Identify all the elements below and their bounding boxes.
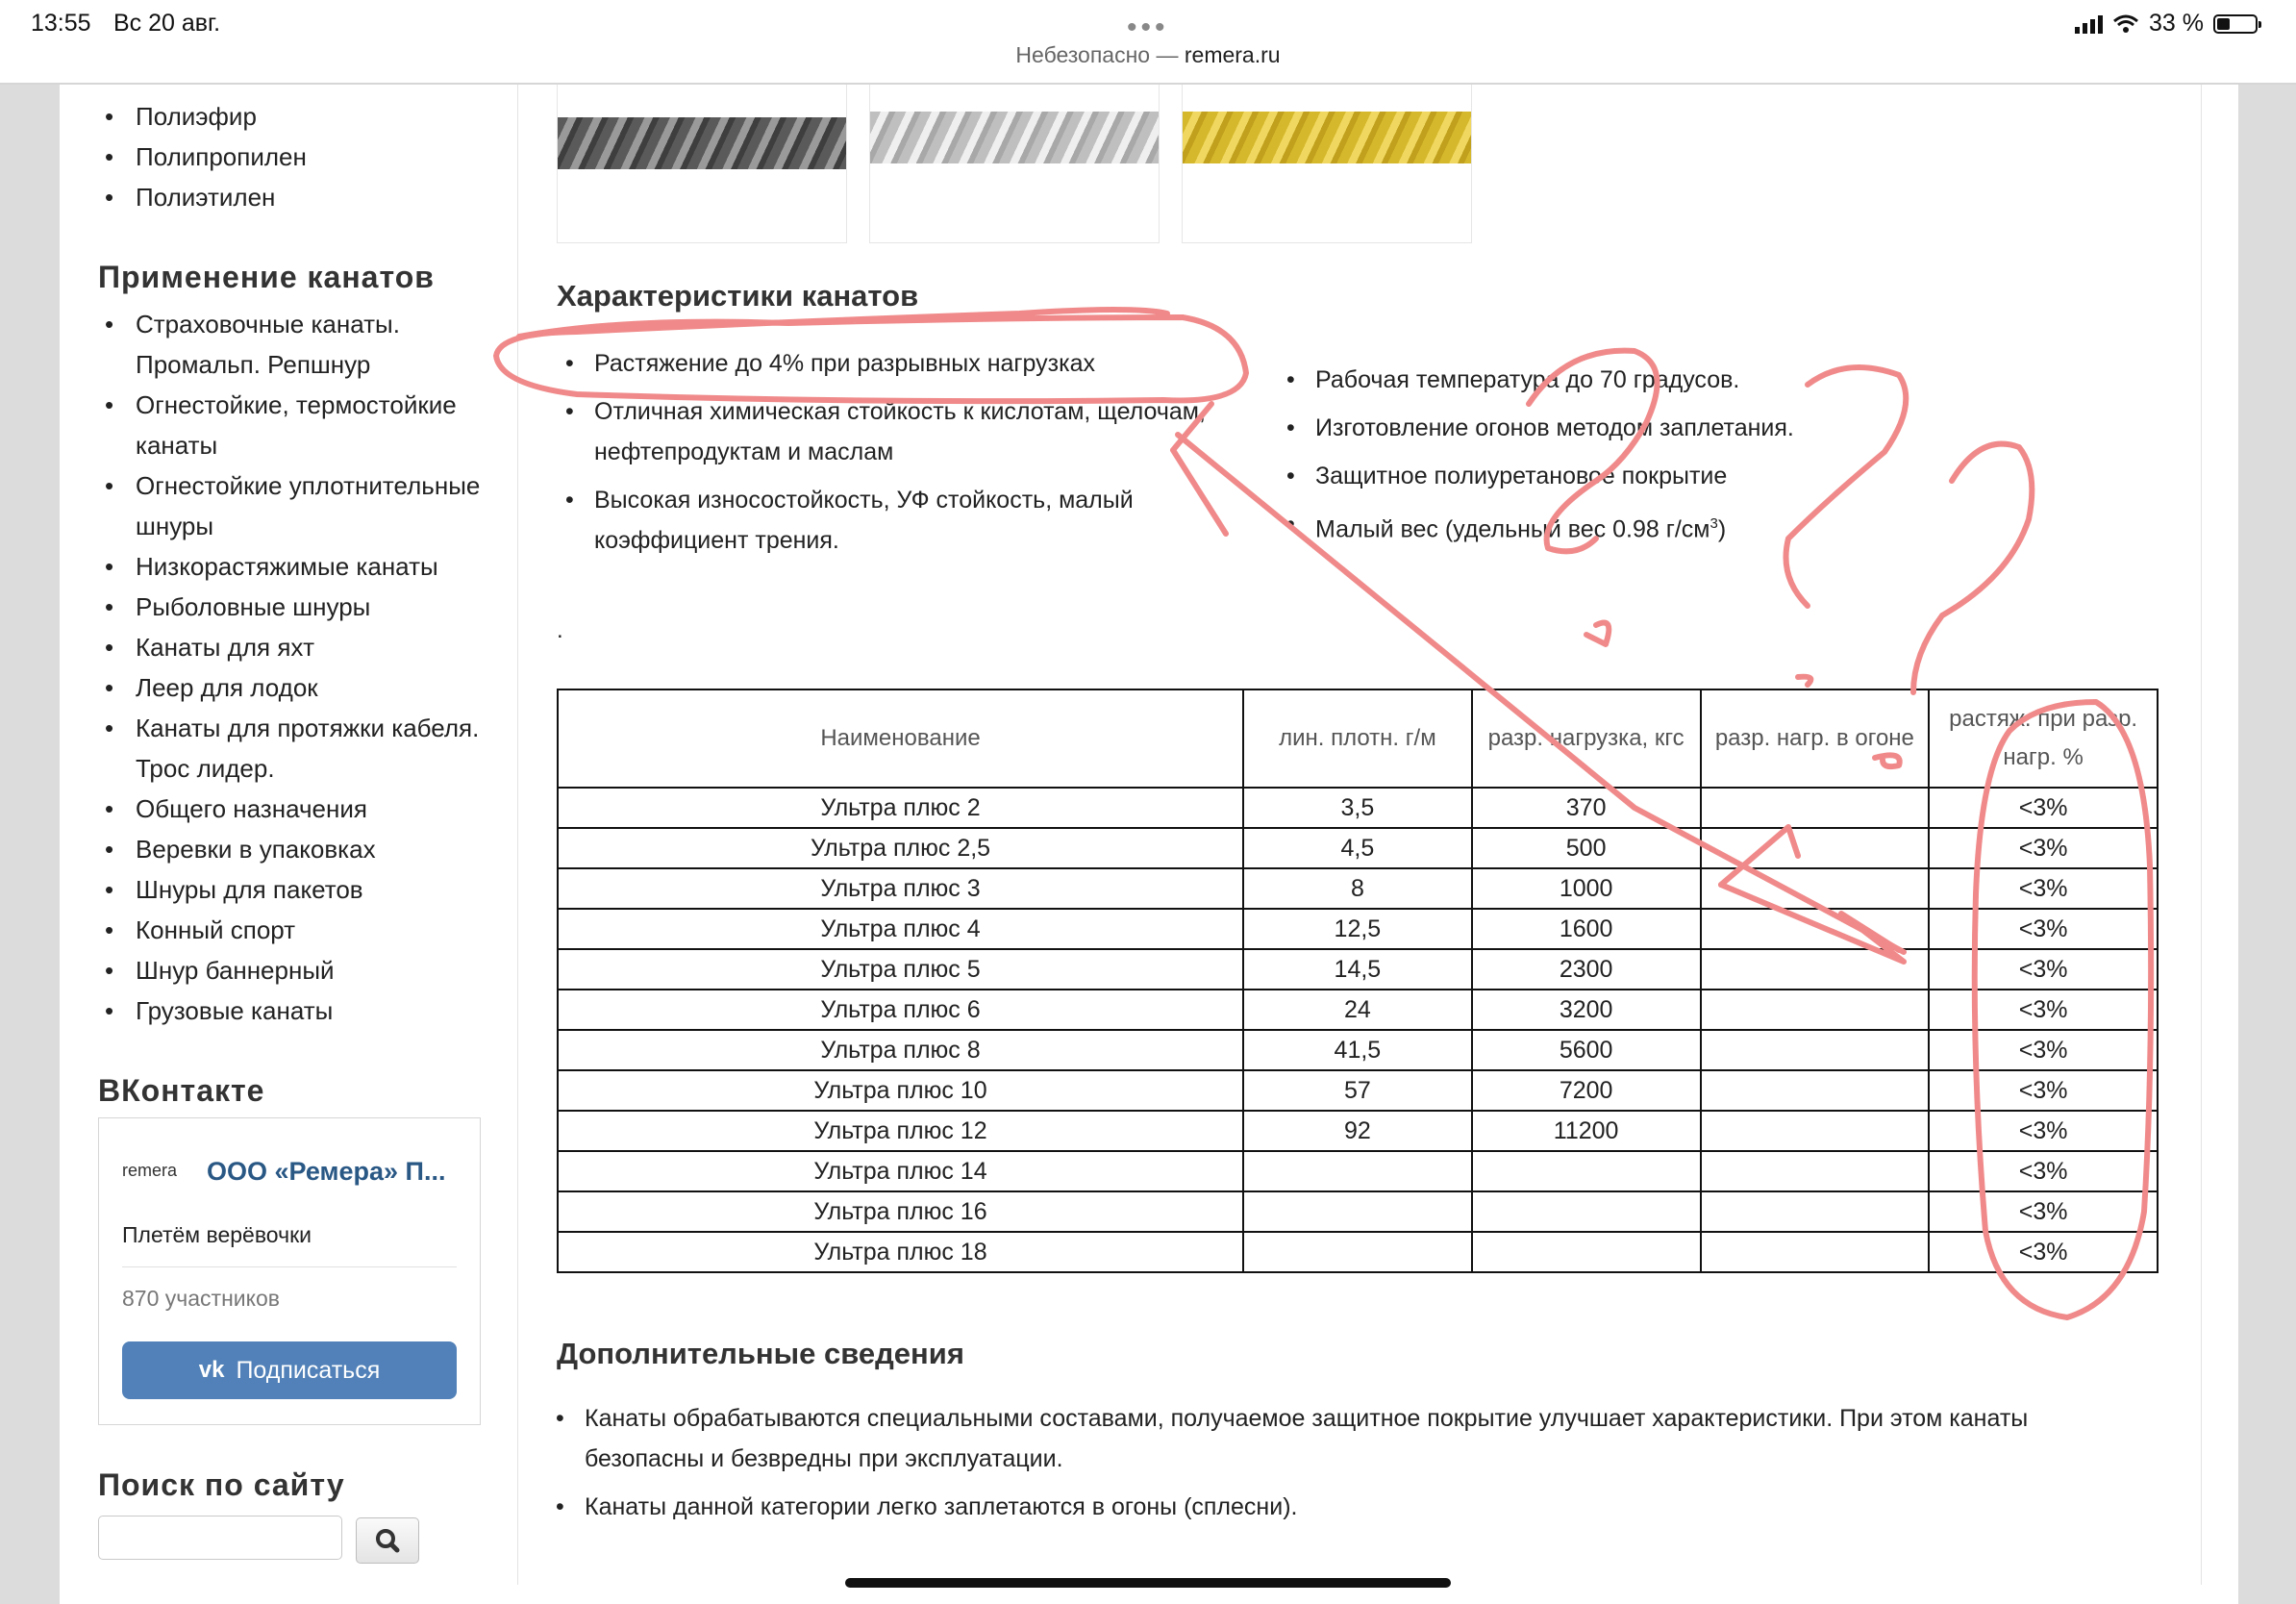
table-cell: <3%: [1929, 1191, 2158, 1232]
sidebar-item[interactable]: • Конный спорт: [136, 910, 480, 950]
feature-wear: • Высокая износостойкость, УФ стойкость, малый: [594, 480, 1206, 520]
sidebar-item[interactable]: • Шнуры для пакетов: [136, 869, 480, 910]
search-button[interactable]: [356, 1517, 419, 1564]
header-break-load: разр. нагрузка, кгс: [1472, 689, 1701, 788]
table-cell: 14,5: [1243, 949, 1472, 990]
table-row: [558, 1151, 2158, 1191]
table-cell: 500: [1472, 828, 1701, 868]
vk-group-description: Плетём верёвочки: [122, 1222, 312, 1247]
table-cell: [1701, 788, 1930, 828]
rope-image-white[interactable]: [869, 83, 1160, 243]
table-cell: 3,5: [1243, 788, 1472, 828]
table-cell: 1000: [1472, 868, 1701, 909]
table-cell: 57: [1243, 1070, 1472, 1111]
sidebar-item[interactable]: • Страховочные канаты.: [136, 304, 480, 344]
vk-icon: vk: [198, 1357, 225, 1383]
table-row: [558, 828, 2158, 868]
table-cell: Ультра плюс 8: [558, 1030, 1243, 1070]
home-indicator[interactable]: [845, 1578, 1451, 1588]
header-break-load-splice: разр. нагр. в огоне: [1701, 689, 1930, 788]
sidebar-item-cont[interactable]: канаты: [136, 431, 218, 460]
sidebar-item[interactable]: • Шнур баннерный: [136, 950, 480, 990]
search-input[interactable]: [98, 1516, 342, 1560]
table-cell: [1701, 1030, 1930, 1070]
feature-temperature: • Рабочая температура до 70 градусов.: [1315, 360, 1794, 408]
table-cell: [1701, 1191, 1930, 1232]
sidebar-item[interactable]: • Огнестойкие уплотнительные: [136, 465, 480, 506]
multitask-dots-icon[interactable]: •••: [1127, 12, 1169, 43]
feature-stretch: • Растяжение до 4% при разрывных нагрузках: [594, 343, 1206, 391]
vk-group-name[interactable]: ООО «Ремера» П...: [207, 1157, 446, 1186]
sidebar-item[interactable]: • Веревки в упаковках: [136, 829, 480, 869]
feature-coating: • Защитное полиуретановое покрытие: [1315, 456, 1794, 504]
additional-item-1-cont: безопасны и безвредны при эксплуатации.: [585, 1445, 1063, 1472]
table-cell: <3%: [1929, 788, 2158, 828]
status-date: Вс 20 авг.: [113, 10, 221, 37]
table-row: [558, 1111, 2158, 1151]
battery-percent: 33 %: [2149, 10, 2204, 37]
table-cell: [1701, 1070, 1930, 1111]
table-cell: Ультра плюс 14: [558, 1151, 1243, 1191]
sidebar-item[interactable]: • Леер для лодок: [136, 667, 480, 708]
table-row: [558, 990, 2158, 1030]
table-cell: 2300: [1472, 949, 1701, 990]
table-body: [558, 788, 2158, 1272]
battery-icon: [2213, 14, 2258, 34]
application-title: Применение канатов: [98, 260, 435, 294]
sidebar-item[interactable]: • Огнестойкие, термостойкие: [136, 385, 480, 425]
additional-item-1: • Канаты обрабатываются специальными составами, получаемое защитное покрытие улучшает характеристики. При этом канаты: [585, 1398, 2161, 1439]
status-bar: [0, 0, 2296, 85]
vk-subscribe-label: Подписаться: [236, 1356, 381, 1384]
additional-list: [585, 1398, 2161, 1527]
feature-wear-cont: коэффициент трения.: [594, 527, 839, 554]
table-row: [558, 788, 2158, 828]
table-row: [558, 1191, 2158, 1232]
table-cell: Ультра плюс 4: [558, 909, 1243, 949]
table-cell: 8: [1243, 868, 1472, 909]
feature-chemical: • Отличная химическая стойкость к кислотам, щелочам,: [594, 391, 1206, 432]
vk-group-logo[interactable]: remera: [122, 1161, 178, 1180]
header-name: Наименование: [558, 689, 1243, 788]
table-row: [558, 909, 2158, 949]
table-cell: Ультра плюс 10: [558, 1070, 1243, 1111]
table-cell: 92: [1243, 1111, 1472, 1151]
table-cell: [1701, 1111, 1930, 1151]
header-elongation: растяж. при разр. нагр. %: [1929, 689, 2158, 788]
table-row: [558, 1070, 2158, 1111]
table-cell: <3%: [1929, 1070, 2158, 1111]
sidebar-item[interactable]: • Общего назначения: [136, 789, 480, 829]
status-time: 13:55: [31, 10, 91, 37]
table-cell: [1701, 1151, 1930, 1191]
table-cell: [1243, 1191, 1472, 1232]
left-features-list: [594, 343, 1206, 561]
table-cell: <3%: [1929, 1030, 2158, 1070]
stray-dot: .: [557, 617, 563, 643]
wifi-icon: [2112, 13, 2139, 35]
header-density: лин. плотн. г/м: [1243, 689, 1472, 788]
sidebar-item[interactable]: • Канаты для яхт: [136, 627, 480, 667]
sidebar-item-polyethylene[interactable]: • Полиэтилен: [136, 177, 307, 217]
right-features-list: [1315, 360, 1794, 549]
table-cell: Ультра плюс 5: [558, 949, 1243, 990]
table-cell: 24: [1243, 990, 1472, 1030]
table-row: [558, 1030, 2158, 1070]
additional-title: Дополнительные сведения: [557, 1337, 964, 1370]
table-cell: [1701, 909, 1930, 949]
sidebar-item[interactable]: • Низкорастяжимые канаты: [136, 546, 480, 587]
table-row: [558, 949, 2158, 990]
table-header-row: [558, 689, 2158, 788]
table-cell: <3%: [1929, 1151, 2158, 1191]
table-cell: [1701, 949, 1930, 990]
table-cell: 11200: [1472, 1111, 1701, 1151]
table-cell: Ультра плюс 12: [558, 1111, 1243, 1151]
table-cell: Ультра плюс 2,5: [558, 828, 1243, 868]
table-cell: [1701, 868, 1930, 909]
sidebar-item-cont[interactable]: шнуры: [136, 512, 214, 540]
table-cell: 3200: [1472, 990, 1701, 1030]
table-cell: [1472, 1191, 1701, 1232]
table-cell: 5600: [1472, 1030, 1701, 1070]
additional-item-2: • Канаты данной категории легко заплетаются в огоны (сплесни).: [585, 1487, 2161, 1527]
vk-title: ВКонтакте: [98, 1073, 265, 1108]
rope-image-gray[interactable]: [557, 83, 847, 243]
table-cell: Ультра плюс 16: [558, 1191, 1243, 1232]
table-cell: 41,5: [1243, 1030, 1472, 1070]
system-icons: [2075, 10, 2258, 38]
rope-image-yellow[interactable]: [1182, 83, 1472, 243]
divider: [122, 1266, 457, 1267]
table-row: [558, 868, 2158, 909]
characteristics-title: Характеристики канатов: [557, 279, 919, 313]
table-cell: 12,5: [1243, 909, 1472, 949]
table-cell: Ультра плюс 18: [558, 1232, 1243, 1272]
sidebar-item-cont[interactable]: Трос лидер.: [136, 754, 275, 783]
feature-weight: • Малый вес (удельный вес 0.98 $г/см^3$): [1315, 504, 1794, 549]
sidebar-item[interactable]: • Канаты для протяжки кабеля.: [136, 708, 480, 748]
table-cell: [1472, 1232, 1701, 1272]
signal-icon: [2075, 14, 2103, 34]
application-list: [136, 304, 480, 1031]
sidebar-item-polyester[interactable]: • Полиэфир: [136, 96, 307, 137]
search-title: Поиск по сайту: [98, 1467, 345, 1502]
table-cell: 7200: [1472, 1070, 1701, 1111]
address-bar[interactable]: Небезопасно — remera.ru: [1015, 42, 1281, 67]
sidebar-item[interactable]: • Грузовые канаты: [136, 990, 480, 1031]
table-cell: [1243, 1232, 1472, 1272]
table-cell: [1701, 828, 1930, 868]
feature-splices: • Изготовление огонов методом заплетания.: [1315, 408, 1794, 456]
table-cell: <3%: [1929, 909, 2158, 949]
table-cell: <3%: [1929, 868, 2158, 909]
vk-member-count[interactable]: 870 участников: [122, 1286, 280, 1311]
table-cell: Ультра плюс 2: [558, 788, 1243, 828]
table-cell: [1472, 1151, 1701, 1191]
sidebar-item-cont[interactable]: Промальп. Репшнур: [136, 350, 371, 379]
table-cell: <3%: [1929, 990, 2158, 1030]
table-cell: <3%: [1929, 828, 2158, 868]
table-cell: Ультра плюс 6: [558, 990, 1243, 1030]
table-cell: [1701, 1232, 1930, 1272]
feature-chemical-cont: нефтепродуктам и маслам: [594, 439, 894, 465]
vk-widget: [98, 1117, 481, 1425]
table-cell: [1701, 990, 1930, 1030]
table-cell: <3%: [1929, 1111, 2158, 1151]
table-cell: 1600: [1472, 909, 1701, 949]
table-cell: <3%: [1929, 949, 2158, 990]
table-row: [558, 1232, 2158, 1272]
sidebar-item[interactable]: • Рыболовные шнуры: [136, 587, 480, 627]
spec-table: [557, 689, 2159, 1273]
search-icon: [357, 1518, 420, 1565]
table-cell: 4,5: [1243, 828, 1472, 868]
table-cell: Ультра плюс 3: [558, 868, 1243, 909]
table-cell: <3%: [1929, 1232, 2158, 1272]
sidebar-item-polypropylene[interactable]: • Полипропилен: [136, 137, 307, 177]
vk-subscribe-button[interactable]: [122, 1341, 457, 1399]
materials-list: [136, 96, 307, 217]
table-cell: 370: [1472, 788, 1701, 828]
table-cell: [1243, 1151, 1472, 1191]
